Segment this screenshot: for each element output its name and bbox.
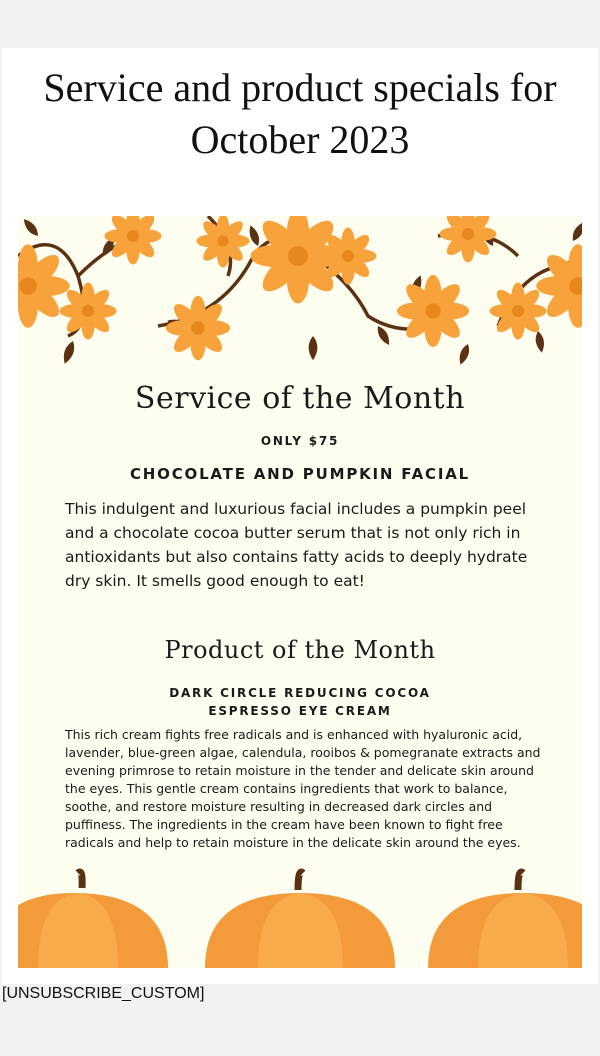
floral-vine-decoration [18,216,582,366]
product-name-line-2: ESPRESSO EYE CREAM [208,704,392,718]
email-heading [0,62,600,166]
pumpkin-row-decoration [18,868,582,968]
pumpkin-right-icon [428,872,582,968]
service-name: CHOCOLATE AND PUMPKIN FACIAL [130,465,470,483]
product-name-line-1: DARK CIRCLE REDUCING COCOA [169,686,431,700]
product-description: This rich cream fights free radicals and is enhanced with hyaluronic acid, lavender, blue-green algae, calendula, rooibos & pomegranate extracts and evening primrose to retain moisture in the tender and delicate skin around the eyes. This gentle cream contains ingredients that work to balance, soothe, and restore moisture resulting in decreased dark circles and puffiness. The ingredients in the cream have been known to fight free radicals and help to retain moisture in the delicate skin around the eyes. [65,727,541,850]
service-description: This indulgent and luxurious facial includes a pumpkin peel and a chocolate cocoa butter serum that is not only rich in antioxidants but also contains fatty acids to deeply hydrate dry skin. It smells good enough to eat! [65,500,528,590]
service-of-the-month-title: Service of the Month [134,381,466,416]
service-price: ONLY $75 [260,434,340,448]
unsubscribe-placeholder[interactable]: [UNSUBSCRIBE_CUSTOM] [2,985,205,1002]
october-specials-flyer [18,216,582,968]
product-name [18,684,582,720]
pumpkin-center-icon [205,872,395,968]
heading-line-1: Service and product specials for [43,65,557,110]
pumpkin-left-icon [18,872,168,968]
heading-line-2: October 2023 [190,117,410,162]
product-of-the-month-title: Product of the Month [164,636,436,664]
